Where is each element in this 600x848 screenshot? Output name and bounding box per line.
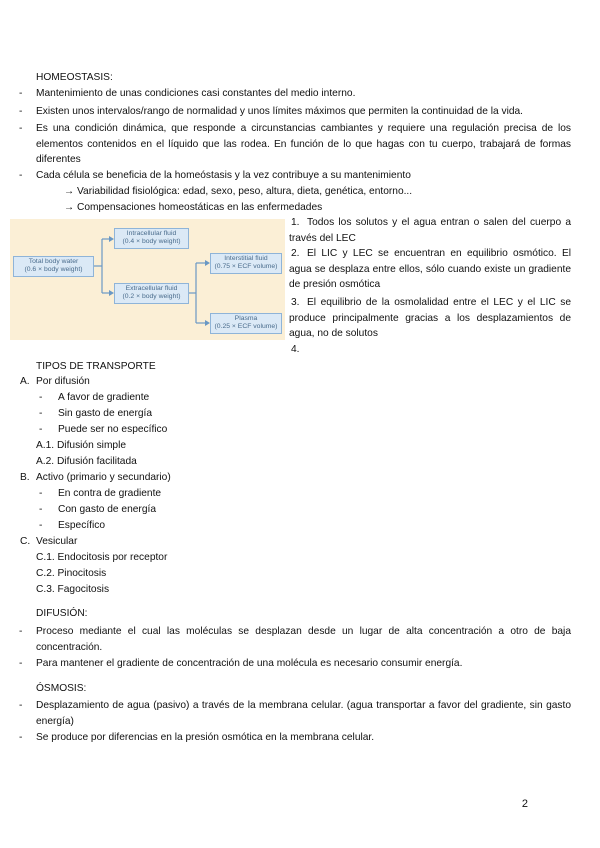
transport-c-sub: C.3. Fagocitosis (36, 584, 110, 595)
plasma-ratio: (0.25 × ECF volume) (214, 323, 278, 330)
plasma-label: Plasma (234, 315, 258, 322)
numbered-item-number: 1. (291, 217, 300, 228)
transport-a-sub: A.2. Difusión facilitada (36, 456, 137, 467)
bullet-dash: - (39, 408, 43, 419)
bullet-dash: - (19, 658, 23, 669)
numbered-item-number: 2. (291, 248, 300, 259)
bullet-dash: - (19, 106, 23, 117)
bullet-dash: - (39, 488, 43, 499)
transport-c-label: C. (20, 536, 31, 547)
difusion-item: Para mantener el gradiente de concentración de una molécula es necesario consumir energía. (36, 658, 463, 669)
total-body-water-label: Total body water (28, 258, 79, 265)
transport-b-bullet: Específico (58, 520, 105, 531)
total-body-water-ratio: (0.6 × body weight) (24, 266, 83, 273)
homeostasis-arrow-item: → Variabilidad fisiológica: edad, sexo, peso, altura, dieta, genética, entorno... (64, 186, 413, 197)
bullet-dash: - (39, 520, 43, 531)
difusion-item: Proceso mediante el cual las moléculas se desplazan desde un lugar de alta concentración a otro de baja concentración. (36, 626, 571, 653)
intracellular-fluid-box (114, 228, 189, 249)
transport-a-label: A. (20, 376, 30, 387)
osmosis-heading: ÓSMOSIS: (36, 683, 87, 694)
transport-a-sub: A.1. Difusión simple (36, 440, 127, 451)
bullet-dash: - (19, 170, 23, 181)
homeostasis-item: Cada célula se beneficia de la homeóstasis y la vez contribuye a su mantenimiento (36, 170, 411, 181)
bullet-dash: - (19, 88, 23, 99)
interstitial-fluid-ratio: (0.75 × ECF volume) (214, 263, 278, 270)
osmosis-item: Desplazamiento de agua (pasivo) a través de la membrana celular. (agua transportar a favor del gradiente, sin gasto energía) (36, 700, 571, 727)
extracellular-fluid-label: Extracellular fluid (125, 285, 178, 292)
homeostasis-arrow-item: → Compensaciones homeostáticas en las enfermedades (64, 202, 323, 213)
numbered-item-number: 4. (291, 344, 300, 355)
page-number: 2 (521, 798, 528, 810)
transport-c-title: Vesicular (36, 536, 78, 547)
plasma-box (210, 313, 282, 334)
interstitial-fluid-label: Interstitial fluid (224, 255, 268, 262)
transport-a-bullet: A favor de gradiente (58, 392, 150, 403)
transport-c-sub: C.1. Endocitosis por receptor (36, 552, 168, 563)
homeostasis-item: Mantenimiento de unas condiciones casi constantes del medio interno. (36, 88, 356, 99)
transport-heading: TIPOS DE TRANSPORTE (36, 361, 156, 372)
difusion-heading: DIFUSIÓN: (36, 608, 88, 619)
transport-b-title: Activo (primario y secundario) (36, 472, 171, 483)
bullet-dash: - (19, 732, 23, 743)
transport-b-label: B. (20, 472, 30, 483)
intracellular-fluid-label: Intracellular fluid (126, 230, 177, 237)
bullet-dash: - (39, 504, 43, 515)
transport-b-bullet: En contra de gradiente (58, 488, 162, 499)
bullet-dash: - (19, 700, 23, 711)
bullet-dash: - (39, 392, 43, 403)
transport-c-sub: C.2. Pinocitosis (36, 568, 107, 579)
homeostasis-item: Existen unos intervalos/rango de normalidad y unos límites máximos que permiten la continuidad de la vida. (36, 106, 524, 117)
numbered-item-text: Todos los solutos y el agua entran o salen del cuerpo a través del LEC (289, 217, 571, 244)
transport-b-bullet: Con gasto de energía (58, 504, 156, 515)
bullet-dash: - (19, 626, 23, 637)
transport-a-title: Por difusión (36, 376, 90, 387)
extracellular-fluid-ratio: (0.2 × body weight) (122, 293, 181, 300)
bullet-dash: - (39, 424, 43, 435)
transport-a-bullet: Puede ser no específico (58, 424, 168, 435)
total-body-water-box (13, 256, 94, 277)
osmosis-item: Se produce por diferencias en la presión osmótica en la membrana celular. (36, 732, 375, 743)
numbered-item-text: El LIC y LEC se encuentran en equilibrio osmótico. El agua se desplaza entre ellos, sólo cuando existe un gradiente de presión osmótica (289, 248, 571, 290)
homeostasis-heading: HOMEOSTASIS: (36, 72, 113, 83)
intracellular-fluid-ratio: (0.4 × body weight) (122, 238, 181, 245)
homeostasis-item: Es una condición dinámica, que responde a circunstancias cambiantes y requiere una regulación precisa de los elementos contenidos en el líquido que las rodea. En función de lo que hagas con tu cuerpo, trabajará de formas diferentes (36, 123, 571, 165)
numbered-item-number: 3. (291, 297, 300, 308)
transport-a-bullet: Sin gasto de energía (58, 408, 153, 419)
extracellular-fluid-box (114, 283, 189, 304)
interstitial-fluid-box (210, 253, 282, 274)
bullet-dash: - (19, 123, 23, 134)
numbered-item-text: El equilibrio de la osmolalidad entre el LEC y el LIC se produce principalmente gracias a los desplazamientos de agua, no de solutos (289, 297, 571, 339)
body-water-diagram (10, 219, 285, 340)
